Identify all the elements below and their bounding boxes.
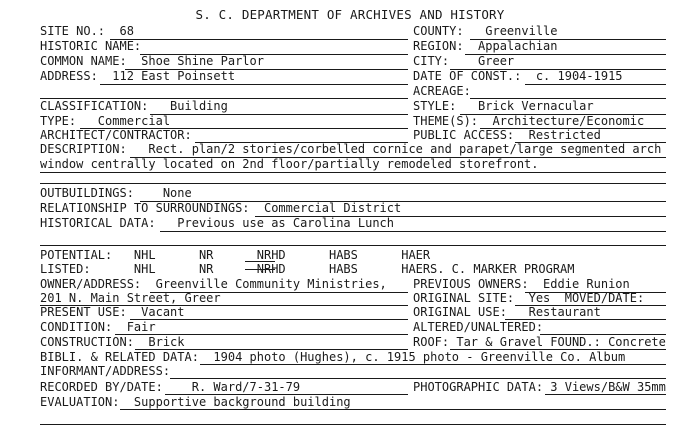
nrhd-strike-mid — [245, 269, 275, 270]
blank-line-full-3 — [40, 424, 666, 425]
acreage-field: ACREAGE: — [413, 84, 471, 98]
public-access-field: PUBLIC ACCESS: Restricted — [413, 128, 601, 142]
construction-field: CONSTRUCTION: Brick — [40, 335, 185, 349]
recorded-field: RECORDED BY/DATE: R. Ward/7-31-79 — [40, 380, 301, 394]
historical-data-underline — [160, 231, 666, 232]
historic-name-field: HISTORIC NAME: — [40, 39, 142, 53]
listed-row: LISTED: NHL NR NRHD HABS HAER — [40, 262, 431, 276]
site-no-underline — [110, 39, 408, 40]
relationship-field: RELATIONSHIP TO SURROUNDINGS: Commercial District — [40, 201, 402, 215]
date-const-field: DATE OF CONST.: c. 1904-1915 — [413, 69, 623, 83]
potential-row: POTENTIAL: NHL NR NRHD HABS HAER — [40, 248, 431, 262]
historical-data-field: HISTORICAL DATA: Previous use as Carolina Lunch — [40, 216, 395, 230]
evaluation-field: EVALUATION: Supportive background building — [40, 395, 351, 409]
blank-line-full-1 — [40, 183, 666, 184]
architect-field: ARCHITECT/CONTRACTOR: — [40, 128, 192, 142]
photographic-data-underline — [545, 394, 666, 395]
blank-line-full-2 — [40, 245, 666, 246]
common-name-field: COMMON NAME: Shoe Shine Parlor — [40, 54, 264, 68]
classification-underline — [150, 114, 408, 115]
site-no-field: SITE NO.: 68 — [40, 24, 134, 38]
public-access-underline — [515, 142, 666, 143]
form-title: S. C. DEPARTMENT OF ARCHIVES AND HISTORY — [195, 7, 505, 22]
informant-field: INFORMANT/ADDRESS: — [40, 364, 171, 378]
nrhd-strike-top — [245, 261, 275, 262]
region-field: REGION: Appalachian — [413, 39, 558, 53]
type-field: TYPE: Commercial — [40, 114, 171, 128]
bibli-field: BIBLI. & RELATED DATA: 1904 photo (Hughes), c. 1915 photo - Greenville Co. Album — [40, 350, 626, 364]
roof-field: ROOF: Tar & Gravel FOUND.: Concrete — [413, 335, 666, 349]
previous-owners-field: PREVIOUS OWNERS: Eddie Runion — [413, 277, 630, 291]
condition-field: CONDITION: Fair — [40, 320, 156, 334]
style-field: STYLE: Brick Vernacular — [413, 99, 594, 113]
county-field: COUNTY: Greenville — [413, 24, 558, 38]
original-use-field: ORIGINAL USE: Restaurant — [413, 305, 601, 319]
address-field: ADDRESS: 112 East Poinsett — [40, 69, 236, 83]
roof-underline — [450, 349, 666, 350]
date-const-underline — [525, 84, 666, 85]
themes-field: THEME(S): Architecture/Economic — [413, 114, 645, 128]
city-field: CITY: Greer — [413, 54, 515, 68]
photographic-data-field: PHOTOGRAPHIC DATA: 3 Views/B&W 35mm — [413, 380, 666, 394]
marker-program: S. C. MARKER PROGRAM — [430, 262, 575, 276]
description-line-1: DESCRIPTION: Rect. plan/2 stories/corbelled cornice and parapet/large segmented arch — [40, 142, 662, 156]
bibli-underline — [200, 364, 666, 365]
description-line-2: window centrally located on 2nd floor/partially remodeled storefront. — [40, 157, 539, 171]
present-use-field: PRESENT USE: Vacant — [40, 305, 185, 319]
original-site-field: ORIGINAL SITE: Yes MOVED/DATE: — [413, 291, 645, 305]
altered-field: ALTERED/UNALTERED: — [413, 320, 544, 334]
address-underline — [100, 84, 408, 85]
informant-underline — [170, 378, 666, 379]
outbuildings-field: OUTBUILDINGS: None — [40, 186, 192, 200]
owner-line-2: 201 N. Main Street, Greer — [40, 291, 221, 305]
description-underline-2 — [40, 172, 666, 173]
evaluation-underline — [120, 409, 666, 410]
owner-line-1: OWNER/ADDRESS: Greenville Community Ministries, — [40, 277, 387, 291]
classification-field: CLASSIFICATION: Building — [40, 99, 228, 113]
present-use-underline — [130, 319, 408, 320]
